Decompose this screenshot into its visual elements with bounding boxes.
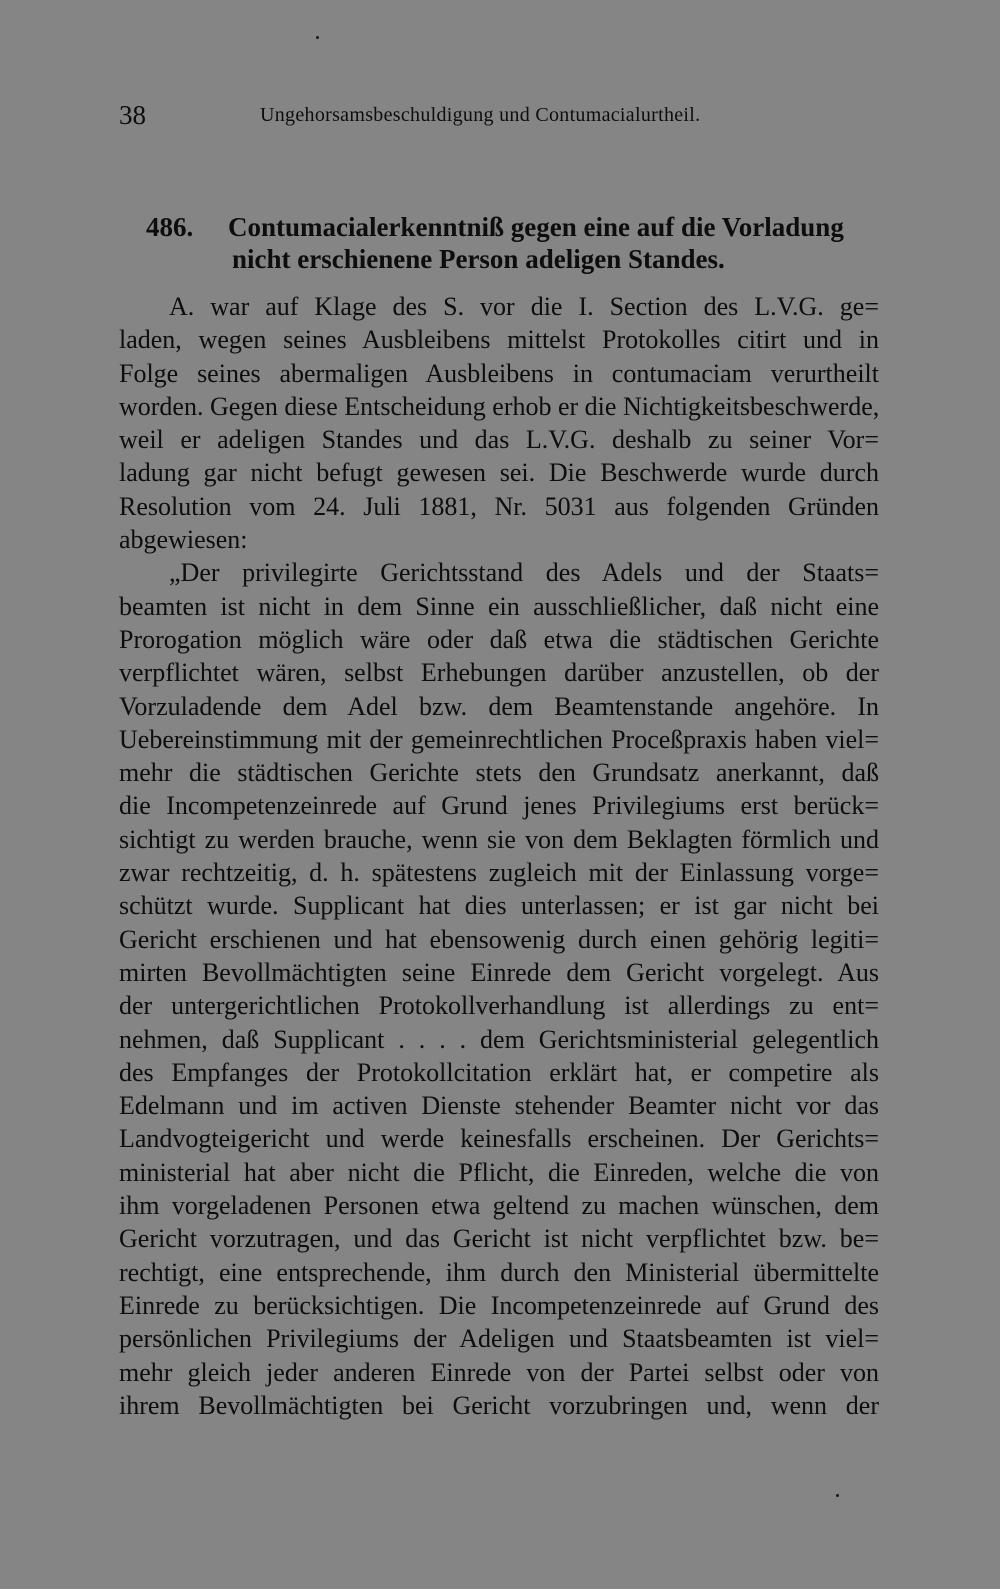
text-line: Landvogteigericht und werde keinesfalls erscheinen. Der Gerichts=	[119, 1124, 879, 1154]
text-line: Edelmann und im activen Dienste stehender Beamter nicht vor das	[119, 1091, 879, 1121]
text-line: der untergerichtlichen Protokollverhandlung ist allerdings zu ent=	[119, 991, 879, 1021]
text-line: mirten Bevollmächtigten seine Einrede dem Gericht vorgelegt. Aus	[119, 957, 879, 987]
section-number: 486.	[146, 212, 194, 242]
text-line: verpflichtet wären, selbst Erhebungen darüber anzustellen, ob der	[119, 658, 879, 688]
scan-speck	[316, 36, 319, 39]
text-line: rechtigt, eine entsprechende, ihm durch den Ministerial übermittelte	[119, 1257, 879, 1287]
text-line: sichtigt zu werden brauche, wenn sie von dem Beklagten förmlich und	[119, 824, 879, 854]
text-line: nehmen, daß Supplicant . . . . dem Gerichtsministerial gelegentlich	[119, 1024, 879, 1054]
text-line: Folge seines abermaligen Ausbleibens in contumaciam verurtheilt	[119, 358, 879, 388]
text-line: abgewiesen:	[119, 525, 248, 555]
text-line: Vorzuladende dem Adel bzw. dem Beamtenstande angehöre. In	[119, 691, 879, 721]
text-line: A. war auf Klage des S. vor die I. Section des L.V.G. ge=	[169, 292, 879, 321]
section-title-line-1: Contumacialerkenntniß gegen eine auf die Vorladung	[228, 212, 844, 242]
section-heading	[146, 211, 886, 275]
text-line: beamten ist nicht in dem Sinne ein ausschließlicher, daß nicht eine	[119, 591, 879, 621]
text-line: Einrede zu berücksichtigen. Die Incompetenzeinrede auf Grund des	[119, 1290, 879, 1320]
text-line: mehr die städtischen Gerichte stets den Grundsatz anerkannt, daß	[119, 758, 879, 788]
text-line: „Der privilegirte Gerichtsstand des Adels und der Staats=	[169, 558, 879, 588]
text-line: worden. Gegen diese Entscheidung erhob er die Nichtigkeitsbeschwerde,	[119, 391, 880, 421]
text-line: Uebereinstimmung mit der gemeinrechtlichen Proceßpraxis haben viel=	[119, 724, 879, 754]
paragraph-case-facts	[119, 290, 879, 556]
text-line: Resolution vom 24. Juli 1881, Nr. 5031 aus folgenden Gründen	[119, 491, 879, 521]
text-line: die Incompetenzeinrede auf Grund jenes Privilegiums erst berück=	[119, 791, 879, 821]
paragraph-court-reasoning	[119, 556, 879, 1422]
text-line: ladung gar nicht befugt gewesen sei. Die Beschwerde wurde durch	[119, 458, 879, 488]
text-line: des Empfanges der Protokollcitation erklärt hat, er competire als	[119, 1057, 879, 1087]
text-line: Gericht erschienen und hat ebensowenig durch einen gehörig legiti=	[119, 924, 879, 954]
text-line: ihrem Bevollmächtigten bei Gericht vorzubringen und, wenn der	[119, 1390, 879, 1420]
text-line: Gericht vorzutragen, und das Gericht ist nicht verpflichtet bzw. be=	[119, 1224, 879, 1254]
section-title-line-2: nicht erschienene Person adeligen Standes.	[232, 244, 725, 274]
page-number: 38	[119, 100, 146, 130]
text-line: ihm vorgeladenen Personen etwa geltend zu machen wünschen, dem	[119, 1191, 879, 1221]
text-line: weil er adeligen Standes und das L.V.G. deshalb zu seiner Vor=	[119, 425, 879, 455]
text-line: persönlichen Privilegiums der Adeligen und Staatsbeamten ist viel=	[119, 1324, 879, 1354]
text-line: schützt wurde. Supplicant hat dies unterlassen; er ist gar nicht bei	[119, 891, 879, 921]
text-line: mehr gleich jeder anderen Einrede von der Partei selbst oder von	[119, 1357, 879, 1387]
text-line: laden, wegen seines Ausbleibens mittelst Protokolles citirt und in	[119, 325, 879, 355]
text-line: zwar rechtzeitig, d. h. spätestens zugleich mit der Einlassung vorge=	[119, 858, 879, 888]
text-line: Prorogation möglich wäre oder daß etwa die städtischen Gerichte	[119, 624, 879, 654]
running-head-title: Ungehorsamsbeschuldigung und Contumacialurtheil.	[260, 104, 701, 126]
body-text	[119, 290, 879, 1422]
running-head	[119, 100, 879, 134]
text-line: ministerial hat aber nicht die Pflicht, die Einreden, welche die von	[119, 1157, 879, 1187]
scan-speck	[836, 1494, 839, 1497]
